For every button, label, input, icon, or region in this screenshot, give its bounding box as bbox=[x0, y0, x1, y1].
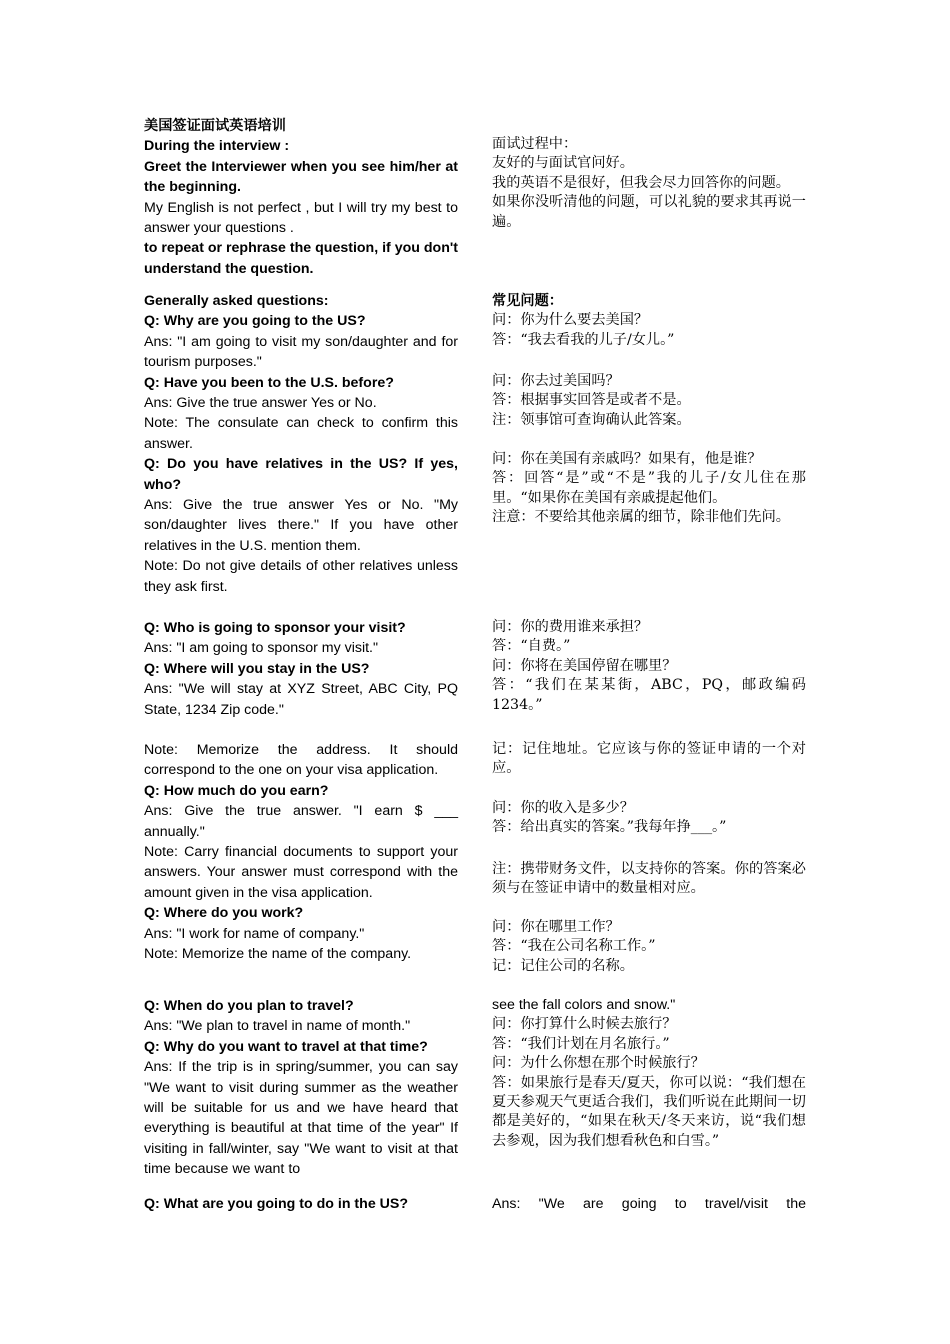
zh-tip-english: 我的英语不是很好，但我会尽力回答你的问题。 bbox=[492, 174, 790, 191]
english-section-sponsor bbox=[144, 618, 458, 720]
question-why-us: Q: Why are you going to the US? bbox=[144, 313, 366, 330]
note-relatives: Note: Do not give details of other relatives unless they ask first. bbox=[144, 558, 458, 595]
answer-when-travel: Ans: "We plan to travel in name of month." bbox=[144, 1018, 411, 1035]
question-been-before: Q: Have you been to the U.S. before? bbox=[144, 374, 394, 391]
chinese-note-address-block bbox=[492, 740, 806, 779]
note-earn: Note: Carry financial documents to support your answers. Your answer must correspond with the amount given in the visa application. bbox=[144, 844, 458, 901]
zh-answer-relatives: 答：回答“是”或“不是”我的儿子/女儿住在那里。“如果你在美国有亲戚提起他们。 bbox=[492, 470, 806, 506]
zh-question-why-us: 问：你为什么要去美国？ bbox=[492, 312, 649, 329]
english-section-earnings bbox=[144, 740, 458, 964]
zh-answer-when: 答：“我们计划在月名旅行。” bbox=[492, 1035, 670, 1052]
note-work: Note: Memorize the name of the company. bbox=[144, 946, 412, 963]
chinese-section-activities bbox=[492, 1194, 806, 1214]
zh-answer-sponsor: 答：“自费。” bbox=[492, 638, 571, 655]
zh-answer-earn: 答：给出真实的答案。”我每年挣___。” bbox=[492, 819, 727, 836]
english-section-activities bbox=[144, 1194, 458, 1214]
zh-note-relatives: 注意：不要给其他亲属的细节，除非他们先问。 bbox=[492, 509, 790, 526]
question-relatives: Q: Do you have relatives in the US? If yes, who? bbox=[144, 456, 458, 493]
question-what-do: Q: What are you going to do in the US? bbox=[144, 1196, 409, 1212]
question-why-time: Q: Why do you want to travel at that time? bbox=[144, 1038, 428, 1055]
english-section-travel-time bbox=[144, 996, 458, 1180]
zh-note-work: 记：记住公司的名称。 bbox=[492, 957, 634, 974]
zh-answer-been: 答：根据事实回答是或者不是。 bbox=[492, 392, 691, 409]
chinese-column bbox=[492, 135, 806, 232]
answer-why-us: Ans: "I am going to visit my son/daughter and for tourism purposes." bbox=[144, 333, 458, 371]
chinese-note-earn-block bbox=[492, 860, 806, 899]
chinese-section-work bbox=[492, 918, 806, 976]
chinese-section-earn bbox=[492, 799, 806, 838]
zh-note-earn: 注：携带财务文件，以支持你的答案。你的答案必须与在签证申请中的数量相对应。 bbox=[492, 861, 806, 897]
note-been-before: Note: The consulate can check to confirm this answer. bbox=[144, 415, 458, 452]
answer-why-time: Ans: If the trip is in spring/summer, you can say "We want to visit during summer as the weather will be suitable for us and we have heard that everything is beautiful at that time of the year" If visiting in fall/winter, say "We want to visit at that time because we want to bbox=[144, 1059, 458, 1178]
chinese-section-general bbox=[492, 292, 806, 350]
chinese-section-relatives bbox=[492, 450, 806, 528]
english-section-general bbox=[144, 291, 458, 597]
zh-question-when: 问：你打算什么时候去旅行？ bbox=[492, 1016, 677, 1033]
heading-generally-asked: Generally asked questions: bbox=[144, 293, 329, 309]
question-when-travel: Q: When do you plan to travel? bbox=[144, 998, 354, 1014]
heading-during-interview: During the interview : bbox=[144, 138, 290, 155]
tip-repeat: to repeat or rephrase the question, if you don't understand the question. bbox=[144, 240, 458, 277]
question-stay: Q: Where will you stay in the US? bbox=[144, 660, 370, 677]
answer-been-before: Ans: Give the true answer Yes or No. bbox=[144, 395, 377, 412]
tip-greet: Greet the Interviewer when you see him/her at the beginning. bbox=[144, 158, 458, 196]
question-sponsor: Q: Who is going to sponsor your visit? bbox=[144, 620, 406, 636]
note-address: Note: Memorize the address. It should correspond to the one on your visa application. bbox=[144, 742, 458, 779]
zh-question-sponsor: 问：你的费用谁来承担？ bbox=[492, 619, 649, 635]
zh-question-work: 问：你在哪里工作？ bbox=[492, 919, 620, 935]
zh-note-been: 注：领事馆可查询确认此答案。 bbox=[492, 411, 691, 428]
question-earn: Q: How much do you earn? bbox=[144, 782, 329, 799]
zh-answer-stay: 答：“我们在某某街，ABC，PQ，邮政编码 1234。” bbox=[492, 677, 806, 713]
question-work: Q: Where do you work? bbox=[144, 905, 304, 922]
answer-earn: Ans: Give the true answer. "I earn $ ___ annually." bbox=[144, 803, 458, 840]
answer-stay: Ans: "We will stay at XYZ Street, ABC City, PQ State, 1234 Zip code." bbox=[144, 681, 458, 718]
zh-answer-why-time: 答：如果旅行是春天/夏天，你可以说：“我们想在夏天参观天气更适合我们，我们听说在此期间一切都是美好的，“如果在秋天/冬天来访，说“我们想去参观，因为我们想看秋色和白雪。” bbox=[492, 1074, 806, 1149]
zh-question-relatives: 问：你在美国有亲戚吗？如果有，他是谁？ bbox=[492, 451, 762, 467]
zh-heading-process: 面试过程中： bbox=[492, 136, 578, 152]
zh-question-been: 问：你去过美国吗？ bbox=[492, 373, 620, 389]
chinese-section-sponsor bbox=[492, 618, 806, 715]
zh-tip-repeat: 如果你没听清他的问题，可以礼貌的要求其再说一遍。 bbox=[492, 194, 806, 230]
document-title: 美国签证面试英语培训 bbox=[144, 118, 286, 134]
zh-question-why-time: 问：为什么你想在那个时候旅行？ bbox=[492, 1055, 705, 1072]
zh-heading-common: 常见问题： bbox=[492, 293, 563, 309]
zh-note-address: 记：记住地址。它应该与你的签证申请的一个对应。 bbox=[492, 741, 806, 777]
continuation-snow: see the fall colors and snow." bbox=[492, 997, 676, 1013]
zh-answer-why-us: 答：“我去看我的儿子/女儿。” bbox=[492, 331, 675, 348]
zh-answer-work: 答：“我在公司名称工作。” bbox=[492, 938, 656, 955]
chinese-section-travel-time bbox=[492, 996, 806, 1151]
zh-tip-greet: 友好的与面试官问好。 bbox=[492, 155, 634, 172]
zh-question-stay: 问：你将在美国停留在哪里？ bbox=[492, 657, 677, 674]
english-column bbox=[144, 116, 458, 279]
tip-english: My English is not perfect , but I will try my best to answer your questions . bbox=[144, 199, 458, 237]
answer-what-do: Ans: "We are going to travel/visit the bbox=[492, 1196, 806, 1212]
zh-question-earn: 问：你的收入是多少？ bbox=[492, 800, 634, 816]
chinese-section-been bbox=[492, 372, 806, 430]
answer-relatives: Ans: Give the true answer Yes or No. "My son/daughter lives there." If you have other relatives in the U.S. mention them. bbox=[144, 497, 458, 554]
answer-work: Ans: "I work for name of company." bbox=[144, 925, 365, 942]
answer-sponsor: Ans: "I am going to sponsor my visit." bbox=[144, 640, 379, 657]
